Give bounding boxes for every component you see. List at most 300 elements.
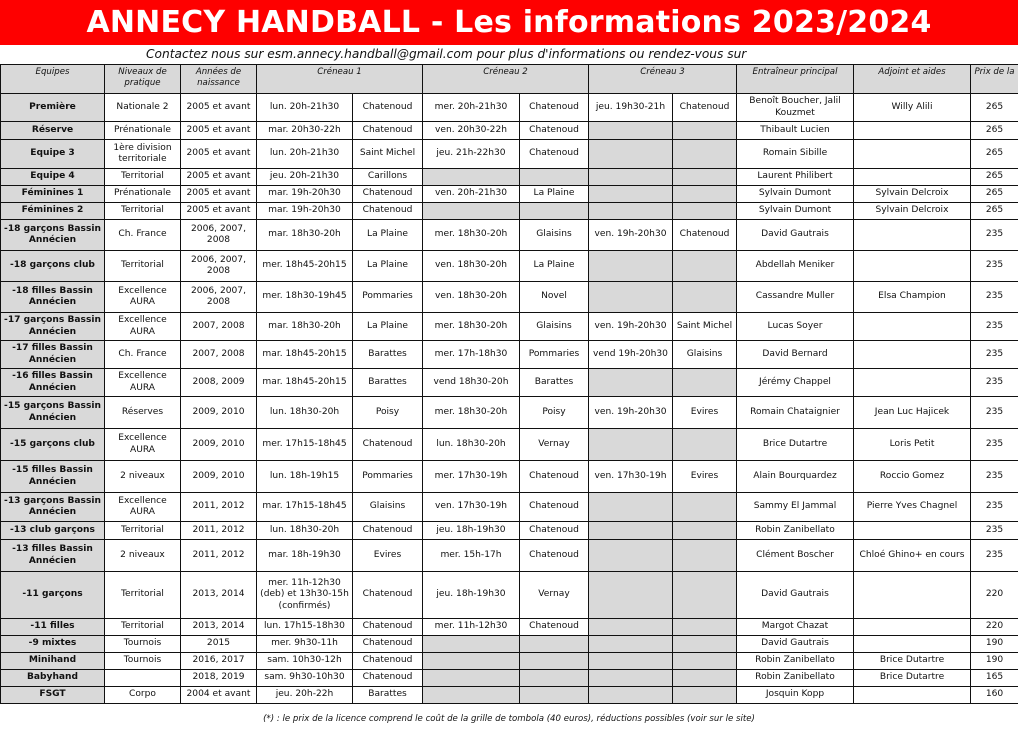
slot2-time (423, 653, 520, 670)
level: Prénationale (105, 186, 181, 203)
head-coach: Sylvain Dumont (737, 186, 854, 203)
slot3-place (673, 282, 737, 313)
slot3-time (589, 572, 673, 619)
slot2-time: mer. 15h-17h (423, 540, 520, 572)
slot3-place (673, 493, 737, 522)
level: Territorial (105, 169, 181, 186)
slot3-time (589, 540, 673, 572)
head-coach: Sammy El Jammal (737, 493, 854, 522)
slot3-time (589, 122, 673, 140)
slot1-time: lun. 20h-21h30 (257, 140, 353, 169)
price: 190 (971, 653, 1018, 670)
level: Excellence AURA (105, 369, 181, 397)
table-row (1, 282, 1018, 313)
table-row (1, 251, 1018, 282)
slot3-place (673, 653, 737, 670)
slot2-time: mer. 17h-18h30 (423, 341, 520, 369)
team-name: -17 filles Bassin Annécien (1, 341, 105, 369)
birth-years: 2009, 2010 (181, 397, 257, 429)
slot3-time (589, 429, 673, 461)
team-name: -9 mixtes (1, 636, 105, 653)
team-name: -15 filles Bassin Annécien (1, 461, 105, 493)
price: 265 (971, 169, 1018, 186)
slot1-place: Chatenoud (353, 203, 423, 220)
slot3-place (673, 572, 737, 619)
table-row (1, 429, 1018, 461)
head-coach: Clément Boscher (737, 540, 854, 572)
slot1-place: Poisy (353, 397, 423, 429)
header-niveaux: Niveaux de pratique (105, 65, 181, 94)
slot1-time: lun. 18h30-20h (257, 397, 353, 429)
level: Nationale 2 (105, 94, 181, 122)
team-name: Féminines 2 (1, 203, 105, 220)
assistants (854, 251, 971, 282)
table-row (1, 572, 1018, 619)
slot1-place: Pommaries (353, 461, 423, 493)
slot1-place: Chatenoud (353, 653, 423, 670)
slot3-time: ven. 19h-20h30 (589, 397, 673, 429)
head-coach: Abdellah Meniker (737, 251, 854, 282)
team-name: -15 garçons club (1, 429, 105, 461)
slot2-place (520, 636, 589, 653)
birth-years: 2005 et avant (181, 122, 257, 140)
price: 265 (971, 94, 1018, 122)
slot2-place: Chatenoud (520, 522, 589, 540)
slot2-place: Barattes (520, 369, 589, 397)
slot1-time: mar. 18h45-20h15 (257, 369, 353, 397)
slot1-place: Evires (353, 540, 423, 572)
slot1-place: Chatenoud (353, 670, 423, 687)
slot1-time: lun. 17h15-18h30 (257, 619, 353, 636)
slot3-place: Evires (673, 397, 737, 429)
level: Territorial (105, 572, 181, 619)
table-row (1, 636, 1018, 653)
birth-years: 2007, 2008 (181, 313, 257, 341)
slot3-time: ven. 19h-20h30 (589, 220, 673, 251)
slot3-place (673, 540, 737, 572)
slot3-place: Chatenoud (673, 94, 737, 122)
slot3-time (589, 369, 673, 397)
contact-text: Contactez nous sur esm.annecy.handball@gmail.com pour plus d'informations ou rendez-vous sur (146, 47, 747, 61)
table-row (1, 687, 1018, 704)
birth-years: 2009, 2010 (181, 461, 257, 493)
price: 190 (971, 636, 1018, 653)
assistants (854, 169, 971, 186)
team-name: -11 garçons (1, 572, 105, 619)
slot1-time: mer. 11h-12h30 (deb) et 13h30-15h (confirmés) (257, 572, 353, 619)
level (105, 670, 181, 687)
slot2-time: ven. 18h30-20h (423, 282, 520, 313)
slot2-place: Novel (520, 282, 589, 313)
slot1-place: Carillons (353, 169, 423, 186)
slot3-time: jeu. 19h30-21h (589, 94, 673, 122)
slot1-place: Chatenoud (353, 429, 423, 461)
header-creneau-3: Créneau 3 (589, 65, 737, 94)
head-coach: Brice Dutartre (737, 429, 854, 461)
birth-years: 2013, 2014 (181, 572, 257, 619)
slot2-time: jeu. 18h-19h30 (423, 522, 520, 540)
assistants: Roccio Gomez (854, 461, 971, 493)
slot1-time: mer. 9h30-11h (257, 636, 353, 653)
slot3-time (589, 282, 673, 313)
slot1-place: La Plaine (353, 251, 423, 282)
head-coach: David Bernard (737, 341, 854, 369)
birth-years: 2005 et avant (181, 140, 257, 169)
slot1-time: jeu. 20h-22h (257, 687, 353, 704)
assistants (854, 687, 971, 704)
slot1-time: mer. 17h15-18h45 (257, 429, 353, 461)
head-coach: Romain Chataignier (737, 397, 854, 429)
price: 235 (971, 251, 1018, 282)
header-prix: Prix de la (971, 65, 1018, 94)
head-coach: Sylvain Dumont (737, 203, 854, 220)
header-creneau-2: Créneau 2 (423, 65, 589, 94)
team-name: -18 filles Bassin Annécien (1, 282, 105, 313)
slot1-time: mar. 18h-19h30 (257, 540, 353, 572)
team-name: Babyhand (1, 670, 105, 687)
table-row (1, 369, 1018, 397)
slot3-place (673, 522, 737, 540)
team-name: -15 garçons Bassin Annécien (1, 397, 105, 429)
slot3-time (589, 169, 673, 186)
level: Tournois (105, 636, 181, 653)
slot3-time (589, 619, 673, 636)
birth-years: 2005 et avant (181, 169, 257, 186)
slot2-place: Chatenoud (520, 619, 589, 636)
slot1-time: mar. 17h15-18h45 (257, 493, 353, 522)
header-entraineur: Entraîneur principal (737, 65, 854, 94)
assistants (854, 122, 971, 140)
slot3-place (673, 636, 737, 653)
birth-years: 2006, 2007, 2008 (181, 282, 257, 313)
slot3-place (673, 619, 737, 636)
team-name: Féminines 1 (1, 186, 105, 203)
team-name: -18 garçons club (1, 251, 105, 282)
head-coach: Robin Zanibellato (737, 522, 854, 540)
assistants (854, 369, 971, 397)
slot2-place: Poisy (520, 397, 589, 429)
footnote: (*) : le prix de la licence comprend le coût de la grille de tombola (40 euros), réductions possibles (voir sur le site) (263, 714, 755, 724)
price: 235 (971, 369, 1018, 397)
slot2-time: vend 18h30-20h (423, 369, 520, 397)
slot3-place (673, 140, 737, 169)
price: 235 (971, 220, 1018, 251)
slot1-time: mar. 19h-20h30 (257, 203, 353, 220)
assistants (854, 619, 971, 636)
slot3-place (673, 203, 737, 220)
page-title: ANNECY HANDBALL - Les informations 2023/2024 (0, 0, 1018, 45)
price: 220 (971, 572, 1018, 619)
slot3-time (589, 687, 673, 704)
price: 235 (971, 341, 1018, 369)
slot3-time (589, 186, 673, 203)
assistants (854, 636, 971, 653)
level: Territorial (105, 251, 181, 282)
slot2-place: La Plaine (520, 186, 589, 203)
head-coach: Cassandre Muller (737, 282, 854, 313)
slot1-time: mar. 18h45-20h15 (257, 341, 353, 369)
assistants: Brice Dutartre (854, 653, 971, 670)
head-coach: Romain Sibille (737, 140, 854, 169)
birth-years: 2006, 2007, 2008 (181, 251, 257, 282)
slot2-place (520, 687, 589, 704)
level: 2 niveaux (105, 540, 181, 572)
price: 265 (971, 140, 1018, 169)
slot1-place: Glaisins (353, 493, 423, 522)
table-row (1, 619, 1018, 636)
slot2-time: mer. 18h30-20h (423, 220, 520, 251)
price: 235 (971, 313, 1018, 341)
schedule-table (0, 64, 1018, 704)
slot3-time (589, 251, 673, 282)
slot2-time (423, 203, 520, 220)
slot1-place: Chatenoud (353, 636, 423, 653)
slot2-time: mer. 17h30-19h (423, 461, 520, 493)
slot3-time (589, 653, 673, 670)
team-name: -17 garçons Bassin Annécien (1, 313, 105, 341)
header-annees: Années de naissance (181, 65, 257, 94)
assistants (854, 313, 971, 341)
price: 220 (971, 619, 1018, 636)
price: 265 (971, 203, 1018, 220)
birth-years: 2006, 2007, 2008 (181, 220, 257, 251)
birth-years: 2011, 2012 (181, 522, 257, 540)
assistants: Sylvain Delcroix (854, 203, 971, 220)
birth-years: 2008, 2009 (181, 369, 257, 397)
level: Territorial (105, 619, 181, 636)
slot2-time: ven. 17h30-19h (423, 493, 520, 522)
team-name: Première (1, 94, 105, 122)
price: 235 (971, 522, 1018, 540)
slot3-place: Chatenoud (673, 220, 737, 251)
assistants: Jean Luc Hajicek (854, 397, 971, 429)
table-row (1, 522, 1018, 540)
birth-years: 2018, 2019 (181, 670, 257, 687)
slot2-place: Glaisins (520, 313, 589, 341)
slot3-place (673, 687, 737, 704)
birth-years: 2005 et avant (181, 186, 257, 203)
head-coach: Robin Zanibellato (737, 653, 854, 670)
team-name: -13 club garçons (1, 522, 105, 540)
header-adjoint: Adjoint et aides (854, 65, 971, 94)
slot3-place (673, 186, 737, 203)
slot3-place: Evires (673, 461, 737, 493)
level: Ch. France (105, 220, 181, 251)
team-name: Réserve (1, 122, 105, 140)
birth-years: 2007, 2008 (181, 341, 257, 369)
birth-years: 2011, 2012 (181, 540, 257, 572)
price: 235 (971, 461, 1018, 493)
head-coach: Laurent Philibert (737, 169, 854, 186)
slot1-time: mer. 18h30-19h45 (257, 282, 353, 313)
slot1-place: Barattes (353, 687, 423, 704)
slot2-place (520, 203, 589, 220)
team-name: Minihand (1, 653, 105, 670)
price: 165 (971, 670, 1018, 687)
slot2-time: mer. 18h30-20h (423, 313, 520, 341)
birth-years: 2005 et avant (181, 203, 257, 220)
slot1-place: Saint Michel (353, 140, 423, 169)
slot2-place (520, 653, 589, 670)
head-coach: David Gautrais (737, 572, 854, 619)
assistants (854, 140, 971, 169)
slot1-place: Chatenoud (353, 572, 423, 619)
table-row (1, 313, 1018, 341)
slot2-time: lun. 18h30-20h (423, 429, 520, 461)
slot2-place: Chatenoud (520, 122, 589, 140)
slot3-time (589, 522, 673, 540)
slot1-time: sam. 10h30-12h (257, 653, 353, 670)
slot1-time: lun. 20h-21h30 (257, 94, 353, 122)
slot3-place (673, 670, 737, 687)
assistants: Brice Dutartre (854, 670, 971, 687)
slot3-place (673, 369, 737, 397)
team-name: Equipe 4 (1, 169, 105, 186)
slot2-time: ven. 20h-21h30 (423, 186, 520, 203)
head-coach: Josquin Kopp (737, 687, 854, 704)
slot2-time (423, 169, 520, 186)
slot3-time: vend 19h-20h30 (589, 341, 673, 369)
table-row (1, 397, 1018, 429)
slot1-place: Chatenoud (353, 122, 423, 140)
slot1-place: Pommaries (353, 282, 423, 313)
slot2-place: Vernay (520, 429, 589, 461)
header-row (1, 65, 1018, 94)
level: Excellence AURA (105, 429, 181, 461)
head-coach: Thibault Lucien (737, 122, 854, 140)
slot3-time: ven. 17h30-19h (589, 461, 673, 493)
assistants (854, 572, 971, 619)
assistants (854, 341, 971, 369)
slot3-place (673, 429, 737, 461)
header-creneau-1: Créneau 1 (257, 65, 423, 94)
level: Corpo (105, 687, 181, 704)
table-row (1, 461, 1018, 493)
slot3-time (589, 493, 673, 522)
slot3-time (589, 670, 673, 687)
price: 235 (971, 540, 1018, 572)
slot1-place: Chatenoud (353, 186, 423, 203)
head-coach: Alain Bourquardez (737, 461, 854, 493)
level: 1ère division territoriale (105, 140, 181, 169)
table-row (1, 122, 1018, 140)
price: 235 (971, 282, 1018, 313)
team-name: FSGT (1, 687, 105, 704)
slot2-place (520, 169, 589, 186)
level: 2 niveaux (105, 461, 181, 493)
slot1-time: sam. 9h30-10h30 (257, 670, 353, 687)
slot2-time: jeu. 18h-19h30 (423, 572, 520, 619)
contact-line (0, 45, 1018, 64)
table-row (1, 169, 1018, 186)
assistants: Sylvain Delcroix (854, 186, 971, 203)
head-coach: Benoît Boucher, Jalil Kouzmet (737, 94, 854, 122)
team-name: Equipe 3 (1, 140, 105, 169)
price: 235 (971, 429, 1018, 461)
team-name: -11 filles (1, 619, 105, 636)
table-row (1, 140, 1018, 169)
table-row (1, 220, 1018, 251)
slot1-time: lun. 18h-19h15 (257, 461, 353, 493)
slot3-place: Saint Michel (673, 313, 737, 341)
table-row (1, 203, 1018, 220)
slot1-time: mar. 18h30-20h (257, 220, 353, 251)
slot1-place: Barattes (353, 341, 423, 369)
table-row (1, 186, 1018, 203)
slot2-place: Chatenoud (520, 493, 589, 522)
assistants: Pierre Yves Chagnel (854, 493, 971, 522)
head-coach: Jérémy Chappel (737, 369, 854, 397)
price: 265 (971, 186, 1018, 203)
level: Excellence AURA (105, 313, 181, 341)
level: Excellence AURA (105, 493, 181, 522)
slot1-time: mar. 19h-20h30 (257, 186, 353, 203)
birth-years: 2009, 2010 (181, 429, 257, 461)
assistants: Loris Petit (854, 429, 971, 461)
birth-years: 2004 et avant (181, 687, 257, 704)
table-row (1, 540, 1018, 572)
head-coach: Margot Chazat (737, 619, 854, 636)
table-row (1, 341, 1018, 369)
slot2-place: Chatenoud (520, 540, 589, 572)
level: Tournois (105, 653, 181, 670)
price: 160 (971, 687, 1018, 704)
slot3-place (673, 122, 737, 140)
table-row (1, 493, 1018, 522)
team-name: -13 garçons Bassin Annécien (1, 493, 105, 522)
slot2-time: mer. 11h-12h30 (423, 619, 520, 636)
slot2-time: mer. 20h-21h30 (423, 94, 520, 122)
slot3-time: ven. 19h-20h30 (589, 313, 673, 341)
slot1-place: Chatenoud (353, 94, 423, 122)
slot1-time: mar. 20h30-22h (257, 122, 353, 140)
slot1-place: Chatenoud (353, 522, 423, 540)
head-coach: Lucas Soyer (737, 313, 854, 341)
slot2-time (423, 670, 520, 687)
slot3-time (589, 140, 673, 169)
slot2-place: Pommaries (520, 341, 589, 369)
slot1-time: mer. 18h45-20h15 (257, 251, 353, 282)
slot1-time: mar. 18h30-20h (257, 313, 353, 341)
slot1-place: La Plaine (353, 313, 423, 341)
slot2-time (423, 636, 520, 653)
slot3-time (589, 636, 673, 653)
slot2-time: jeu. 21h-22h30 (423, 140, 520, 169)
level: Réserves (105, 397, 181, 429)
level: Excellence AURA (105, 282, 181, 313)
price: 235 (971, 493, 1018, 522)
assistants: Elsa Champion (854, 282, 971, 313)
slot2-place: Chatenoud (520, 94, 589, 122)
slot2-time: ven. 18h30-20h (423, 251, 520, 282)
slot1-time: jeu. 20h-21h30 (257, 169, 353, 186)
header-equipes: Equipes (1, 65, 105, 94)
slot1-place: Chatenoud (353, 619, 423, 636)
team-name: -18 garçons Bassin Annécien (1, 220, 105, 251)
price: 265 (971, 122, 1018, 140)
slot2-place (520, 670, 589, 687)
slot2-place: Chatenoud (520, 140, 589, 169)
slot3-place: Glaisins (673, 341, 737, 369)
slot2-place: La Plaine (520, 251, 589, 282)
head-coach: Robin Zanibellato (737, 670, 854, 687)
head-coach: David Gautrais (737, 636, 854, 653)
slot1-place: La Plaine (353, 220, 423, 251)
birth-years: 2016, 2017 (181, 653, 257, 670)
head-coach: David Gautrais (737, 220, 854, 251)
table-row (1, 653, 1018, 670)
level: Prénationale (105, 122, 181, 140)
